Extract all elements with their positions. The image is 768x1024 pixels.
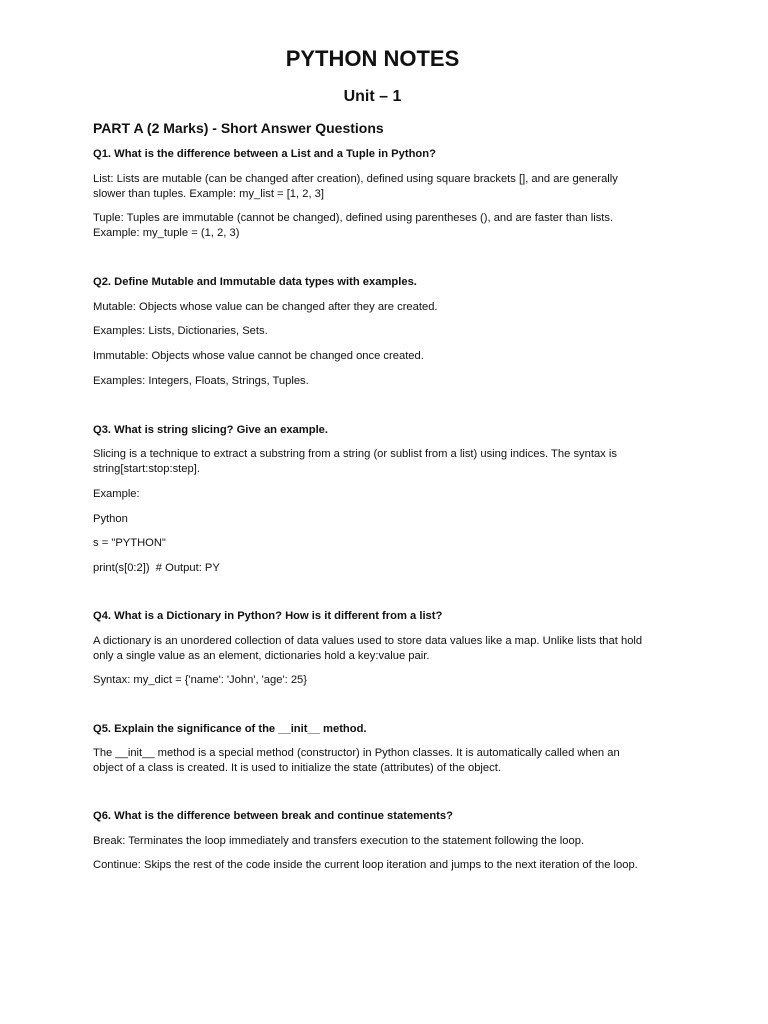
question-title: Q4. What is a Dictionary in Python? How is it different from a list?	[93, 610, 443, 622]
question-block-q1	[93, 147, 652, 241]
answer-paragraph: Slicing is a technique to extract a substring from a string (or sublist from a list) using indices. The syntax is string[start:stop:step].	[93, 448, 621, 475]
answer-paragraph: A dictionary is an unordered collection of data values used to store data values like a map. Unlike lists that hold only a single value as an element, dictionaries hold a key:value pair.	[93, 635, 646, 662]
answer-paragraph: Continue: Skips the rest of the code inside the current loop iteration and jumps to the next iteration of the loop.	[93, 859, 638, 871]
answer-paragraph: The __init__ method is a special method (constructor) in Python classes. It is automatically called when an object of a class is created. It is used to initialize the state (attributes) of the object.	[93, 747, 623, 774]
question-title: Q1. What is the difference between a List and a Tuple in Python?	[93, 148, 436, 160]
answer-paragraph: Immutable: Objects whose value cannot be changed once created.	[93, 350, 424, 362]
question-block-q2	[93, 275, 652, 389]
code-language-label: Python	[93, 513, 128, 525]
code-line: print(s[0:2]) # Output: PY	[93, 562, 220, 574]
question-title: Q3. What is string slicing? Give an example.	[93, 424, 329, 436]
answer-paragraph: Syntax: my_dict = {'name': 'John', 'age': 25}	[93, 674, 308, 686]
answer-paragraph: Mutable: Objects whose value can be changed after they are created.	[93, 301, 438, 313]
answer-paragraph: Tuple: Tuples are immutable (cannot be changed), defined using parentheses (), and are faster than lists. Example: my_tuple = (1, 2, 3)	[93, 212, 617, 239]
answer-paragraph: Examples: Integers, Floats, Strings, Tuples.	[93, 375, 309, 387]
part-heading: PART A (2 Marks) - Short Answer Questions	[93, 120, 384, 136]
question-title: Q2. Define Mutable and Immutable data types with examples.	[93, 276, 417, 288]
question-block-q3	[93, 423, 652, 576]
answer-paragraph: Example:	[93, 488, 140, 500]
document-title: PYTHON NOTES	[285, 46, 460, 71]
question-block-q6	[93, 809, 652, 873]
unit-heading: Unit – 1	[343, 88, 402, 105]
code-line: s = "PYTHON"	[93, 537, 166, 549]
question-title: Q6. What is the difference between break and continue statements?	[93, 810, 453, 822]
answer-paragraph: Examples: Lists, Dictionaries, Sets.	[93, 325, 268, 337]
answer-paragraph: Break: Terminates the loop immediately and transfers execution to the statement following the loop.	[93, 835, 585, 847]
question-block-q4	[93, 609, 652, 688]
question-block-q5	[93, 722, 652, 776]
answer-paragraph: List: Lists are mutable (can be changed after creation), defined using square brackets [], and are generally slower than tuples. Example: my_list = [1, 2, 3]	[93, 173, 621, 200]
question-title: Q5. Explain the significance of the __init__ method.	[93, 723, 367, 735]
